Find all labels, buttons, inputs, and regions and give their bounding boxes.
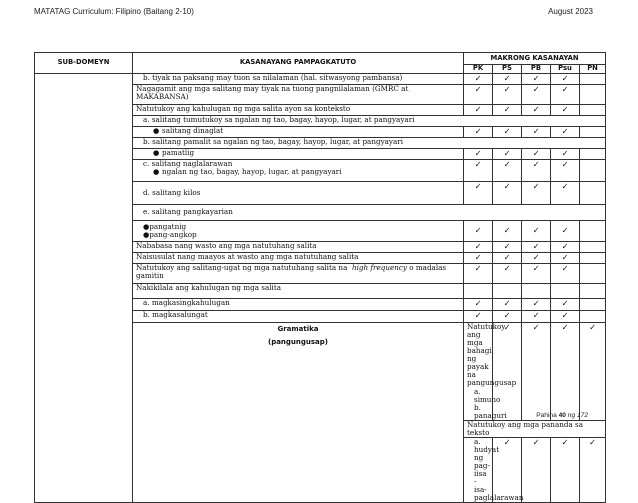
check-mark: ✓: [522, 127, 551, 138]
check-mark: ✓: [522, 253, 551, 264]
page-footer: Pahina 40 ng 172: [536, 412, 588, 419]
page-number: 40: [558, 412, 566, 419]
col-header-kasanayan: KASANAYANG PAMPAGKATUTO: [133, 53, 464, 74]
skill-text: Naisusulat nang maayos at wasto ang mga natutuhang salita: [133, 253, 464, 264]
skill-text: a. hudyat ng pag-iisa -isa- paglalarawan: [464, 437, 493, 503]
skill-text: e. salitang pangkayarian: [133, 205, 606, 221]
check-mark: ✓: [464, 242, 493, 253]
check-mark: ✓: [522, 221, 551, 242]
col-header-psu: Psu: [551, 65, 580, 74]
skill-text: ●pangatnig ●pang-angkop: [133, 221, 464, 242]
bullet-icon: ●: [153, 126, 160, 135]
check-mark: ✓: [493, 74, 522, 85]
skill-text: ● pamatlig: [133, 149, 464, 160]
check-mark: ✓: [464, 221, 493, 242]
col-header-pk: PK: [464, 65, 493, 74]
check-mark: ✓: [551, 127, 580, 138]
check-mark: ✓: [493, 149, 522, 160]
bullet-icon: ●: [143, 230, 150, 239]
check-mark: ✓: [493, 323, 522, 421]
check-mark: ✓: [493, 253, 522, 264]
check-mark: ✓: [522, 299, 551, 311]
check-mark: ✓: [522, 85, 551, 105]
check-mark: ✓: [464, 160, 493, 182]
check-mark: ✓: [493, 105, 522, 116]
table-row: [35, 74, 606, 85]
check-mark: ✓: [551, 323, 580, 421]
check-mark: ✓: [580, 437, 606, 503]
check-mark: ✓: [551, 253, 580, 264]
check-mark: ✓: [551, 221, 580, 242]
bullet-icon: ●: [153, 167, 160, 177]
check-mark: ✓: [580, 323, 606, 421]
skill-text: Nagagamit ang mga salitang may tiyak na tuong pangnilalaman (GMRC at MAKABANSA): [133, 85, 464, 105]
check-mark: ✓: [464, 253, 493, 264]
check-mark: ✓: [522, 160, 551, 182]
check-mark: ✓: [464, 85, 493, 105]
skill-text: c. salitang naglalarawan ● ngalan ng tao, bagay, hayop, lugar, at pangyayari: [133, 160, 464, 182]
col-header-pb: PB: [522, 65, 551, 74]
skill-text: b. magkasalungat: [133, 311, 464, 323]
skill-text: Natutukoy ang mga bahagi ng payak na pangungusap a. simuno b. panaguri: [464, 323, 493, 421]
check-mark: ✓: [551, 74, 580, 85]
skill-text: Natutukoy ang salitang-ugat ng mga natutuhang salita na high frequency o madalas gamitin: [133, 264, 464, 284]
page-total: 172: [576, 412, 588, 419]
skill-text: a. salitang tumutukoy sa ngalan ng tao, bagay, hayop, lugar, at pangyayari: [133, 116, 606, 127]
check-mark: ✓: [493, 160, 522, 182]
check-mark: ✓: [493, 437, 522, 503]
skill-text: Nakikilala ang kahulugan ng mga salita: [133, 284, 464, 299]
check-mark: ✓: [493, 299, 522, 311]
check-mark: ✓: [522, 437, 551, 503]
skill-text: Natutukoy ang mga pananda sa teksto: [464, 420, 606, 437]
check-mark: ✓: [522, 264, 551, 284]
skill-text: a. magkasingkahulugan: [133, 299, 464, 311]
check-mark: ✓: [551, 85, 580, 105]
col-header-subdomain: SUB-DOMEYN: [35, 53, 133, 74]
check-mark: ✓: [493, 221, 522, 242]
check-mark: ✓: [464, 182, 493, 205]
subdomain-gramatika: Gramatika (pangungusap): [133, 323, 464, 503]
check-mark: ✓: [493, 127, 522, 138]
check-mark: ✓: [493, 264, 522, 284]
check-mark: ✓: [493, 242, 522, 253]
check-mark: ✓: [551, 160, 580, 182]
skill-text: b. salitang pamalit sa ngalan ng tao, bagay, hayop, lugar, at pangyayari: [133, 138, 606, 149]
check-mark: ✓: [551, 105, 580, 116]
check-mark: ✓: [464, 264, 493, 284]
skill-text: Nababasa nang wasto ang mga natutuhang salita: [133, 242, 464, 253]
check-mark: ✓: [493, 311, 522, 323]
check-mark: ✓: [464, 149, 493, 160]
check-mark: ✓: [464, 74, 493, 85]
check-mark: ✓: [551, 437, 580, 503]
check-mark: ✓: [522, 149, 551, 160]
skill-text: b. tiyak na paksang may tuon sa nilalaman (hal. sitwasyong pambansa): [133, 74, 464, 85]
check-mark: ✓: [551, 299, 580, 311]
header-date: August 2023: [548, 7, 593, 16]
bullet-icon: ●: [153, 148, 160, 157]
check-mark: ✓: [522, 311, 551, 323]
header-curriculum-title: MATATAG Curriculum: Filipino (Baitang 2-10): [34, 7, 194, 16]
check-mark: ✓: [464, 311, 493, 323]
check-mark: ✓: [493, 85, 522, 105]
check-mark: ✓: [551, 264, 580, 284]
check-mark: ✓: [522, 182, 551, 205]
col-header-makrong: MAKRONG KASANAYAN: [464, 53, 606, 65]
bullet-icon: ●: [143, 221, 150, 231]
check-mark: ✓: [522, 323, 551, 421]
col-header-ps: PS: [493, 65, 522, 74]
check-mark: ✓: [464, 105, 493, 116]
skill-text: ● salitang dinaglat: [133, 127, 464, 138]
check-mark: ✓: [551, 182, 580, 205]
subdomain-cell-blank: [35, 74, 133, 503]
check-mark: ✓: [551, 311, 580, 323]
check-mark: ✓: [522, 242, 551, 253]
check-mark: ✓: [464, 127, 493, 138]
curriculum-table: [34, 52, 606, 503]
skill-text: d. salitang kilos: [133, 182, 464, 205]
check-mark: ✓: [551, 149, 580, 160]
check-mark: ✓: [522, 105, 551, 116]
check-mark: ✓: [493, 182, 522, 205]
skill-text: Natutukoy ang kahulugan ng mga salita ayon sa konteksto: [133, 105, 464, 116]
check-mark: ✓: [464, 299, 493, 311]
col-header-pn: PN: [580, 65, 606, 74]
check-mark: ✓: [522, 74, 551, 85]
check-mark: ✓: [551, 242, 580, 253]
